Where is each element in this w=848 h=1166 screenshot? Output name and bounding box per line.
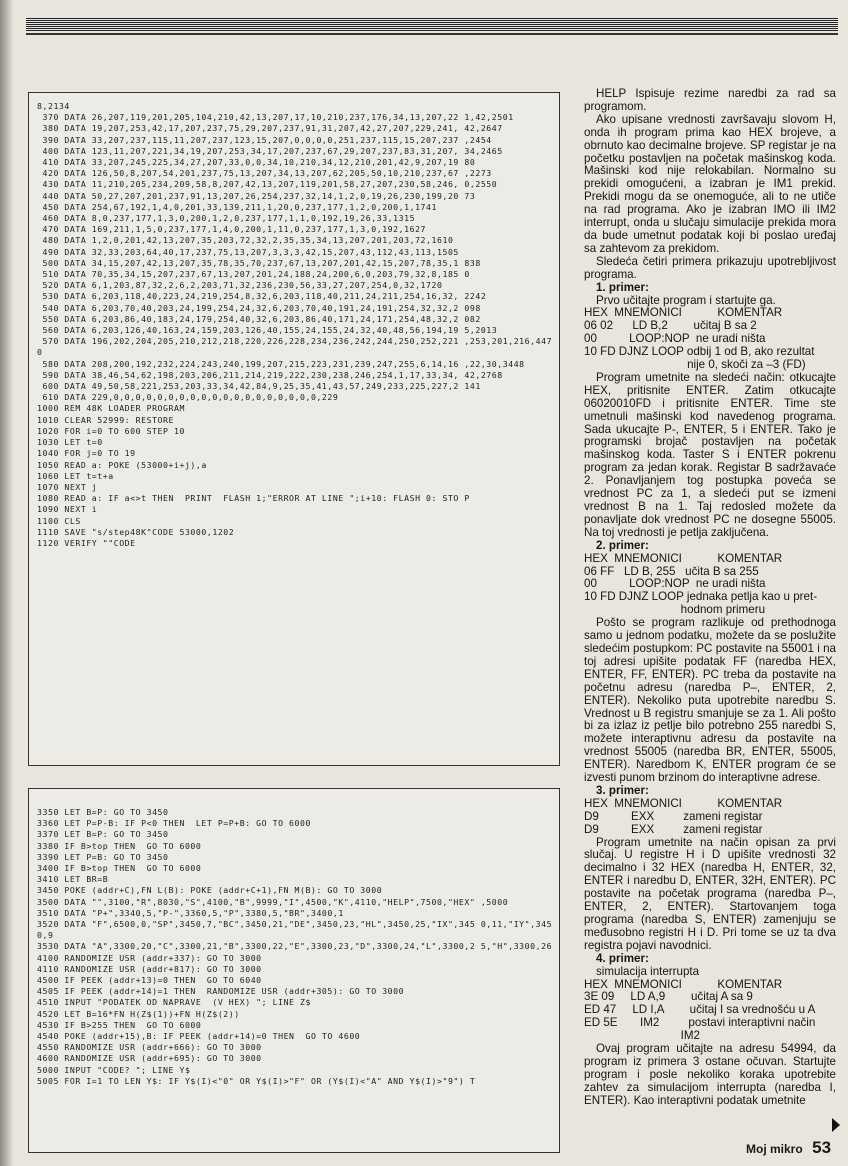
continue-arrow-icon	[832, 1118, 840, 1132]
code-line: 400 DATA 123,11,207,221,34,19,207,253,34,17,207,237,67,29,207,237,83,31,207, 34,2465	[37, 145, 503, 156]
code-line: 1080 READ a: IF a<>t THEN PRINT FLASH 1;"ERROR AT LINE ";i+10: FLASH 0: STO P	[37, 493, 470, 504]
code-line: 460 DATA 8,0,237,177,1,3,0,200,1,2,0,237,177,1,1,0,192,19,26,33,1315	[37, 213, 416, 224]
code-line: 4540 POKE (addr+15),B: IF PEEK (addr+14)=0 THEN GO TO 4600	[37, 1031, 361, 1042]
code-line: 3390 LET P=B: GO TO 3450	[37, 851, 169, 862]
code-line: 5005 FOR I=1 TO LEN Y$: IF Y$(I)<"0" OR Y$(I)>"F" OR (Y$(I)<"A" AND Y$(I)>"9") T	[37, 1075, 476, 1086]
code-line: 1030 LET t=0	[37, 437, 103, 448]
code-line: 390 DATA 33,207,237,115,11,207,237,123,15,207,0,0,0,0,251,237,115,15,207,237 ,2454	[37, 134, 492, 145]
article-paragraph: HELP Ispisuje rezime naredbi za rad sa programom.	[584, 88, 836, 113]
listing-bottom-code	[29, 789, 559, 1087]
code-line: 600 DATA 49,50,58,221,253,203,33,34,42,84,9,25,35,41,43,57,249,233,225,227,2 141	[37, 381, 481, 392]
article-column	[584, 88, 836, 1158]
code-line: 8,2134	[37, 101, 70, 111]
example-4-intro: simulacija interrupta	[596, 964, 700, 978]
code-line: 4600 RANDOMIZE USR (addr+695): GO TO 3000	[37, 1053, 262, 1064]
header-rule-bottom	[26, 33, 838, 35]
code-line: 480 DATA 1,2,0,201,42,13,207,35,203,72,32,2,35,35,34,13,207,201,203,72,1610	[37, 235, 454, 246]
code-line: 3500 DATA "",3100,"R",8030,"S",4100,"B",9999,"I",4500,"K",4110,"HELP",7500,"HEX" ,5000	[37, 896, 509, 907]
code-line: 4110 RANDOMIZE USR (addr+817): GO TO 3000	[37, 963, 262, 974]
listing-top-code	[29, 93, 559, 549]
code-line: 440 DATA 50,27,207,201,237,91,13,207,26,254,237,32,14,1,2,0,19,26,230,199,20 73	[37, 190, 476, 201]
article-paragraph: Program umetnite na način opisan za prvi slučaj. U registre H i D upišite vrednosti 32 decimalno i 32 HEX (naredba H, ENTER, 32, ENTER i naredbu D, ENTER, 32H, ENTER). PC postavite na početak programa (naredba P–, ENTER, 2, ENTER). Startovanjem toga programa (naredba S, ENTER) zamenjuju se međusobno registri H i D. Pri tome se uz ta dva registra pojavi navodnici.	[584, 835, 836, 952]
example-4-code-table: HEX MNEMONICI KOMENTAR 3E 09 LD A,9 učitaj A sa 9 ED 47 LD I,A učitaj I sa vrednošću u A ED 5E IM2 postavi interaptivni način IM2	[584, 977, 816, 1043]
page-number: 53	[812, 1138, 832, 1157]
example-1-code-table: HEX MNEMONICI KOMENTAR 06 02 LD B,2 učitaj B sa 2 00 LOOP:NOP ne uradi ništa 10 FD DJNZ LOOP odbij 1 od B, ako rezultat nije 0, skoči za –3 (FD)	[584, 306, 815, 372]
code-line: 1060 LET t=t+a	[37, 470, 114, 481]
code-line: 3350 LET B=P: GO TO 3450	[37, 807, 169, 817]
code-line: 370 DATA 26,207,119,201,205,104,210,42,13,207,17,10,210,237,176,34,13,207,22 1,42,2501	[37, 112, 514, 123]
example-1-intro: Prvo učitajte program i startujte ga.	[596, 293, 776, 307]
code-line: 4520 LET B=16*FN H(Z$(1))+FN H(Z$(2))	[37, 1008, 240, 1019]
code-line: 380 DATA 19,207,253,42,17,207,237,75,29,207,237,91,31,207,42,27,207,229,241, 42,2647	[37, 123, 503, 134]
code-line: 3520 DATA "F",6500,0,"SP",3450,7,"BC",3450,21,"DE",3450,23,"HL",3450,25,"IX",345 0,11,"IY",3450,9	[37, 919, 553, 941]
basic-listing-bottom	[28, 788, 560, 1153]
code-line: 450 DATA 254,67,192,1,4,0,201,33,139,211,1,20,0,237,177,1,2,0,200,1,1741	[37, 201, 437, 212]
article-paragraph: Pošto se program razlikuje od prethodnoga samo u jednom podatku, možete da se poslužite sledećim postupkom: PC postavite na 55001 i na toj adresi upišite podatak FF (naredba HEX, ENTER, FF, ENTER). PC treba da postavite na početnu adresu (naredba P–, ENTER, 2, ENTER). Nekoliko puta upotrebite naredbu S. Vrednost u B registru smanjuje se za 1. Ali pošto bi za izlaz iz petlje bilo potrebno 255 naredbi S, možete interaptivnu adresu da postavite na vrednost 55005 (naredba BR, ENTER, 55005, ENTER). Naredbom K, ENTER program će se izvesti punom brzinom do interaptivne adrese.	[584, 616, 836, 785]
code-line: 4500 IF PEEK (addr+13)=0 THEN GO TO 6040	[37, 975, 262, 986]
code-line: 4100 RANDOMIZE USR (addr+337): GO TO 3000	[37, 952, 262, 963]
code-line: 1040 FOR j=0 TO 19	[37, 448, 136, 459]
example-2-code-table: HEX MNEMONICI KOMENTAR 06 FF LD B, 255 učita B sa 255 00 LOOP:NOP ne uradi ništa 10 FD DJNZ LOOP jednaka petlja kao u pret- hodnom primeru	[584, 551, 818, 617]
code-line: 520 DATA 6,1,203,87,32,2,6,2,203,71,32,236,230,56,33,27,207,254,0,32,1720	[37, 280, 443, 291]
code-line: 1110 SAVE "s/step48K"CODE 53000,1202	[37, 526, 235, 537]
article-paragraph: Ako upisane vrednosti završavaju slovom H, onda ih program prima kao HEX brojeve, a obrnuto kao decimalne brojeve. SP registar je na početku postavljen na početak mašinskog koda. Mašinski kod nije relokabilan. Normalno su prekidi omogućeni, a izabran je IM1 prekid. Prekidi mogu da se onemoguće, ali to ne utiče na rad programa. Ako je izabran IMO ili IM2 interrupt, onda u slučaju simulacije prekida mora da bude umetnut podatak koji bi poslao uređaj sa zahtevom za prekidom.	[584, 112, 836, 255]
code-line: 3510 DATA "P+",3340,5,"P-",3360,5,"P",3380,5,"BR",3400,1	[37, 907, 344, 918]
code-line: 3380 IF B>top THEN GO TO 6000	[37, 840, 202, 851]
example-2-heading: 2. primer:	[596, 538, 649, 552]
basic-listing-top	[28, 92, 560, 766]
header-rule	[26, 18, 838, 32]
code-line: 490 DATA 32,33,203,64,40,17,237,75,13,207,3,3,3,42,15,207,43,112,43,113,1505	[37, 246, 459, 257]
code-line: 420 DATA 126,50,8,207,54,201,237,75,13,207,34,13,207,62,205,50,10,210,237,67 ,2273	[37, 168, 492, 179]
code-line: 540 DATA 6,203,70,40,203,24,199,254,24,32,6,203,70,40,191,24,191,254,32,32,2 098	[37, 302, 481, 313]
code-line: 500 DATA 34,15,207,42,13,207,35,78,35,70,237,67,13,207,201,42,15,207,78,35,1 838	[37, 257, 481, 268]
article-paragraph: Ovaj program učitajte na adresu 54994, da program iz primera 3 ostane očuvan. Startujte program i posle nekoliko koraka upotrebite zahtev za simulacijom interrupta (naredba I, ENTER). Kao interaptivni podatak umetnite	[584, 1042, 836, 1107]
code-line: 1090 NEXT i	[37, 504, 98, 515]
example-3-code-table: HEX MNEMONICI KOMENTAR D9 EXX zameni registar D9 EXX zameni registar	[584, 796, 783, 836]
code-line: 3530 DATA "A",3300,20,"C",3300,21,"B",3300,22,"E",3300,23,"D",3300,24,"L",3300,2 5,"H",3300,26	[37, 941, 553, 952]
code-line: 3410 LET BR=B	[37, 874, 109, 885]
code-line: 470 DATA 169,211,1,5,0,237,177,1,4,0,200,1,11,0,237,177,1,3,0,192,1627	[37, 224, 427, 235]
page-footer	[746, 1138, 831, 1158]
code-line: 570 DATA 196,202,204,205,210,212,218,220,226,228,234,236,242,244,250,252,221 ,253,201,216,4470	[37, 336, 553, 358]
code-line: 580 DATA 208,200,192,232,224,243,240,199,207,215,223,231,239,247,255,6,14,16 ,22,30,3448	[37, 358, 525, 369]
magazine-name: Moj mikro	[746, 1142, 803, 1156]
code-line: 550 DATA 6,203,86,40,183,24,179,254,40,32,6,203,86,40,171,24,171,254,48,32,2 082	[37, 313, 481, 324]
code-line: 1100 CLS	[37, 515, 81, 526]
code-line: 3370 LET B=P: GO TO 3450	[37, 829, 169, 840]
article-paragraph: Sledeća četiri primera prikazuju upotrebljivost programa.	[584, 254, 836, 281]
code-line: 430 DATA 11,210,205,234,209,58,8,207,42,13,207,119,201,58,27,207,230,58,246, 0,2550	[37, 179, 498, 190]
code-line: 4505 IF PEEK (addr+14)=1 THEN RANDOMIZE USR (addr+305): GO TO 3000	[37, 986, 405, 997]
code-line: 1020 FOR i=0 TO 600 STEP 10	[37, 425, 185, 436]
example-4-heading: 4. primer:	[596, 951, 649, 965]
code-line: 1120 VERIFY ""CODE	[37, 537, 136, 548]
article-paragraph: Program umetnite na sledeći način: otkucajte HEX, pritisnite ENTER. Zatim otkucajte 06020010FD i pritisnite ENTER. Time ste umetnuli mašinski kod navedenog programa. Sada ukucajte P-, ENTER, 5 i ENTER. Tako je programski brojač postavljen na početak mašinskog koda. Taster S i ENTER pokrenu program za jedan korak. Registar B sadržavaće 2. Ponavljanjem tog postupka poveća se vrednost PC za 1, a sledeći put se izmeni vrednost B na 1. Taj redosled možete da ponavljate dok vrednost PC ne dosegne 55005. Na toj vrednosti je petlja zaključena.	[584, 370, 836, 539]
code-line: 590 DATA 38,46,54,62,198,203,206,211,214,219,222,230,238,246,254,1,17,33,34, 42,2768	[37, 369, 503, 380]
code-line: 1000 REM 48K LOADER PROGRAM	[37, 403, 185, 414]
code-line: 4530 IF B>255 THEN GO TO 6000	[37, 1019, 202, 1030]
example-1-heading: 1. primer:	[596, 280, 649, 294]
code-line: 3400 IF B>top THEN GO TO 6000	[37, 863, 202, 874]
code-line: 3360 LET P=P-B: IF P<0 THEN LET P=P+B: GO TO 6000	[37, 818, 311, 829]
code-line: 530 DATA 6,203,118,40,223,24,219,254,8,32,6,203,118,40,211,24,211,254,16,32, 2242	[37, 291, 487, 302]
code-line: 1010 CLEAR 52999: RESTORE	[37, 414, 174, 425]
example-3-heading: 3. primer:	[596, 783, 649, 797]
code-line: 610 DATA 229,0,0,0,0,0,0,0,0,0,0,0,0,0,0,0,0,0,0,0,229	[37, 392, 339, 403]
code-line: 4510 INPUT "PODATEK OD NAPRAVE (V HEX) "; LINE Z$	[37, 997, 311, 1008]
code-line: 4550 RANDOMIZE USR (addr+666): GO TO 3000	[37, 1042, 262, 1053]
code-line: 560 DATA 6,203,126,40,163,24,159,203,126,40,155,24,155,24,32,40,48,56,194,19 5,2013	[37, 325, 498, 336]
code-line: 1050 READ a: POKE (53000+i+j),a	[37, 459, 207, 470]
page-binding-shadow	[0, 0, 14, 1166]
code-line: 510 DATA 70,35,34,15,207,237,67,13,207,201,24,188,24,200,6,0,203,79,32,8,185 0	[37, 269, 470, 280]
code-line: 5000 INPUT "CODE? "; LINE Y$	[37, 1064, 191, 1075]
code-line: 1070 NEXT j	[37, 481, 98, 492]
code-line: 3450 POKE (addr+C),FN L(B): POKE (addr+C+1),FN M(B): GO TO 3000	[37, 885, 383, 896]
code-line: 410 DATA 33,207,245,225,34,27,207,33,0,0,34,10,210,34,12,210,201,42,9,207,19 80	[37, 157, 476, 168]
